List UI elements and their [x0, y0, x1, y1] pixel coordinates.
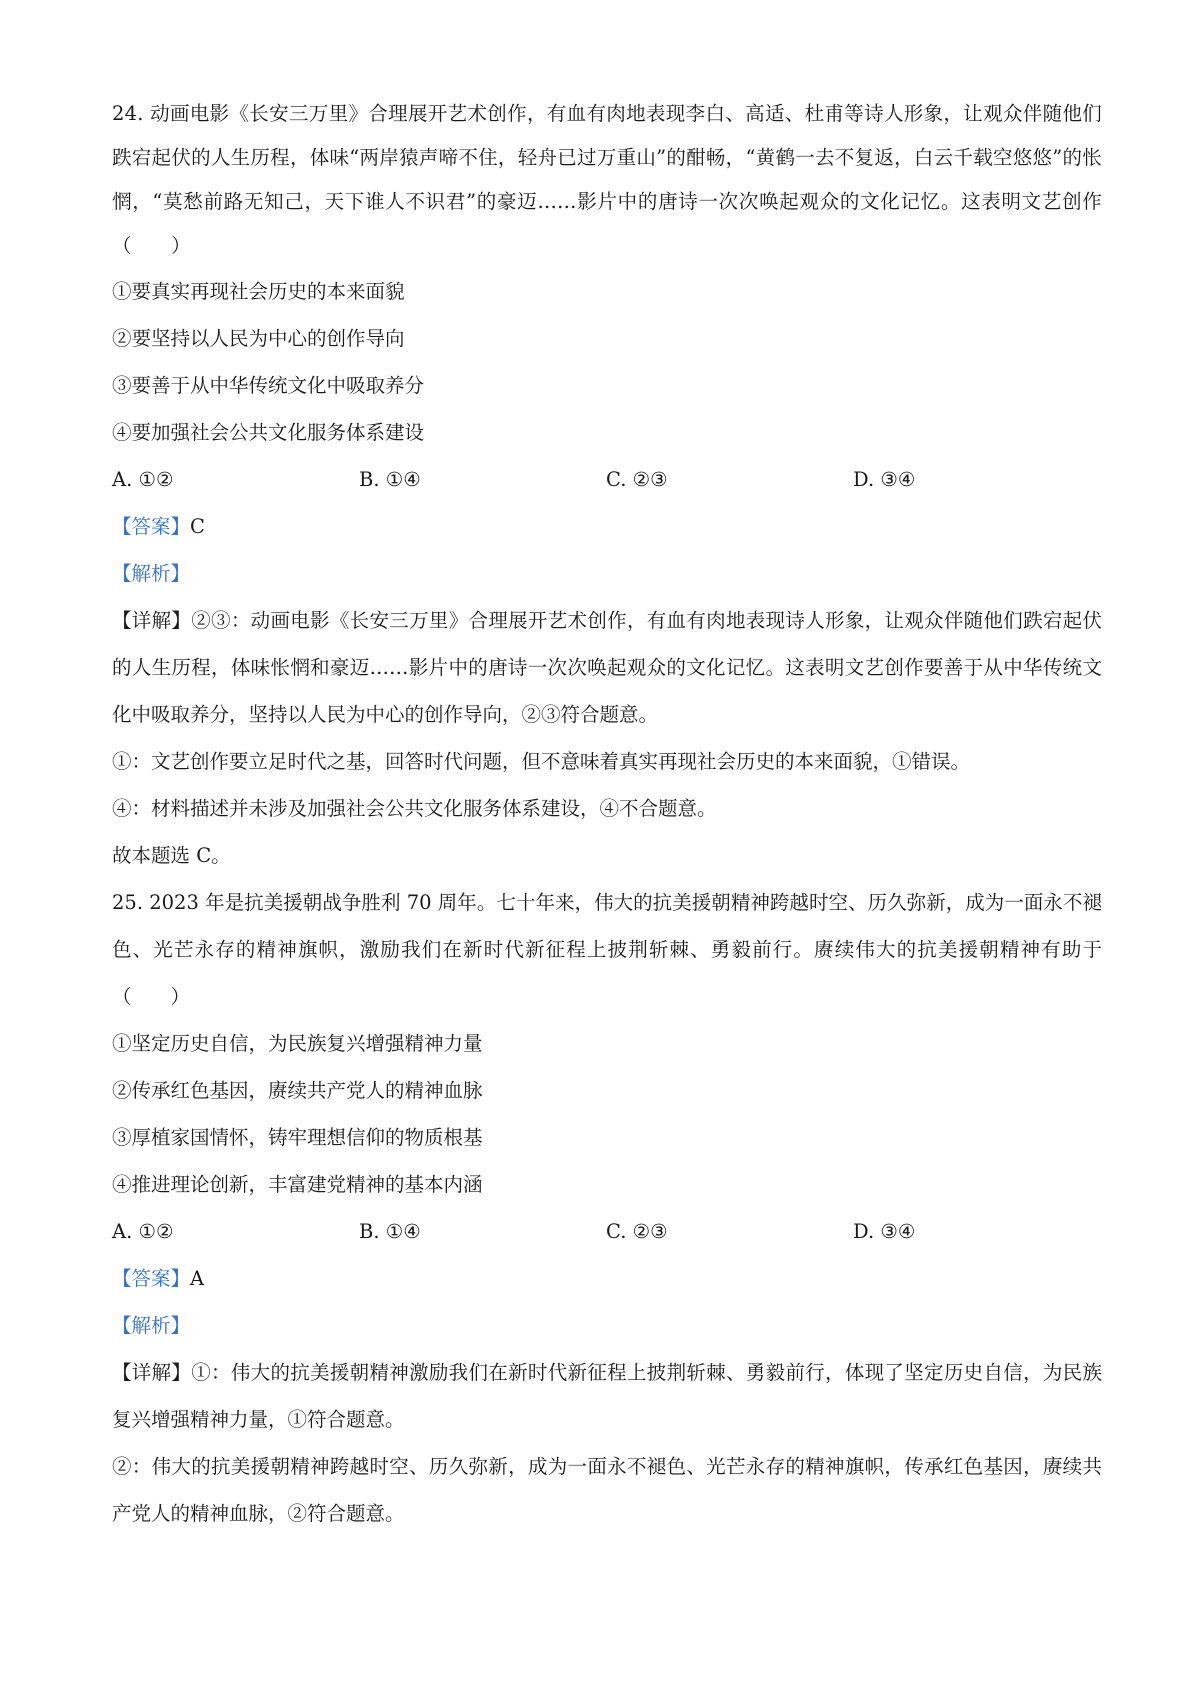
q24-detail-text: ②③：动画电影《长安三万里》合理展开艺术创作，有血有肉地表现诗人形象，让观众伴随他们跌宕起伏的人生历程，体味怅惘和豪迈……影片中的唐诗一次次唤起观众的文化记忆。这表明文艺创作要善于从中华传统文化中吸取养分，坚持以人民为中心的创作导向，②③符合题意。 [112, 609, 1102, 726]
q24-option-d: D. ③④ [853, 468, 916, 491]
q24-statement-4: ④要加强社会公共文化服务体系建设 [112, 421, 425, 444]
q24-detail-label: 【详解】 [112, 609, 192, 632]
q24-option-b: B. ①④ [359, 468, 421, 491]
q24-analysis-label: 【解析】 [112, 562, 191, 585]
q25-detail [112, 1349, 1102, 1443]
q25-answer [112, 1255, 1102, 1302]
document-page [112, 92, 1102, 1537]
q24-answer-value: C [190, 515, 205, 538]
q25-detail-text: ①：伟大的抗美援朝精神激励我们在新时代新征程上披荆斩棘、勇毅前行，体现了坚定历史自信，为民族复兴增强精神力量，①符合题意。 [112, 1361, 1102, 1431]
q25-analysis-label: 【解析】 [112, 1314, 191, 1337]
q24-statement-3: ③要善于从中华传统文化中吸取养分 [112, 374, 425, 397]
q24-detail [112, 597, 1102, 738]
q24-options [112, 456, 1102, 503]
q25-option-a: A. ①② [112, 1220, 174, 1243]
question-25-stem: 25. 2023 年是抗美援朝战争胜利 70 周年。七十年来，伟大的抗美援朝精神跨越时空、历久弥新，成为一面永不褪色、光芒永存的精神旗帜，激励我们在新时代新征程上披荆斩棘、勇毅前行。赓续伟大的抗美援朝精神有助于（ ） [112, 891, 1102, 1008]
question-24 [112, 92, 1102, 879]
q25-explain-2: ②：伟大的抗美援朝精神跨越时空、历久弥新，成为一面永不褪色、光芒永存的精神旗帜，传承红色基因，赓续共产党人的精神血脉，②符合题意。 [112, 1455, 1102, 1525]
q25-statement-4: ④推进理论创新，丰富建党精神的基本内涵 [112, 1173, 483, 1196]
q24-statement-1: ①要真实再现社会历史的本来面貌 [112, 280, 405, 303]
q24-explain-4: ④：材料描述并未涉及加强社会公共文化服务体系建设，④不合题意。 [112, 797, 717, 820]
q24-statement-2: ②要坚持以人民为中心的创作导向 [112, 327, 405, 350]
q25-statement-1: ①坚定历史自信，为民族复兴增强精神力量 [112, 1032, 483, 1055]
q24-answer [112, 503, 1102, 550]
q24-conclusion: 故本题选 C。 [112, 844, 231, 867]
q24-option-a: A. ①② [112, 468, 174, 491]
q25-answer-label: 【答案】 [112, 1267, 191, 1290]
q25-option-b: B. ①④ [359, 1220, 421, 1243]
q25-statement-3: ③厚植家国情怀，铸牢理想信仰的物质根基 [112, 1126, 483, 1149]
q24-option-c: C. ②③ [606, 468, 668, 491]
q25-answer-value: A [190, 1267, 205, 1290]
q25-options [112, 1208, 1102, 1255]
q24-answer-label: 【答案】 [112, 515, 191, 538]
question-25 [112, 879, 1102, 1537]
q25-option-c: C. ②③ [606, 1220, 668, 1243]
q25-detail-label: 【详解】 [112, 1361, 192, 1384]
question-24-stem: 24. 动画电影《长安三万里》合理展开艺术创作，有血有肉地表现李白、高适、杜甫等诗人形象，让观众伴随他们跌宕起伏的人生历程，体味“两岸猿声啼不住，轻舟已过万重山”的酣畅，“黄鹤一去不复返，白云千载空悠悠”的怅惘，“莫愁前路无知己，天下谁人不识君”的豪迈……影片中的唐诗一次次唤起观众的文化记忆。这表明文艺创作（ ） [112, 102, 1102, 257]
q25-option-d: D. ③④ [853, 1220, 916, 1243]
q25-statement-2: ②传承红色基因，赓续共产党人的精神血脉 [112, 1079, 483, 1102]
q24-explain-1: ①：文艺创作要立足时代之基，回答时代问题，但不意味着真实再现社会历史的本来面貌，①错误。 [112, 750, 971, 773]
